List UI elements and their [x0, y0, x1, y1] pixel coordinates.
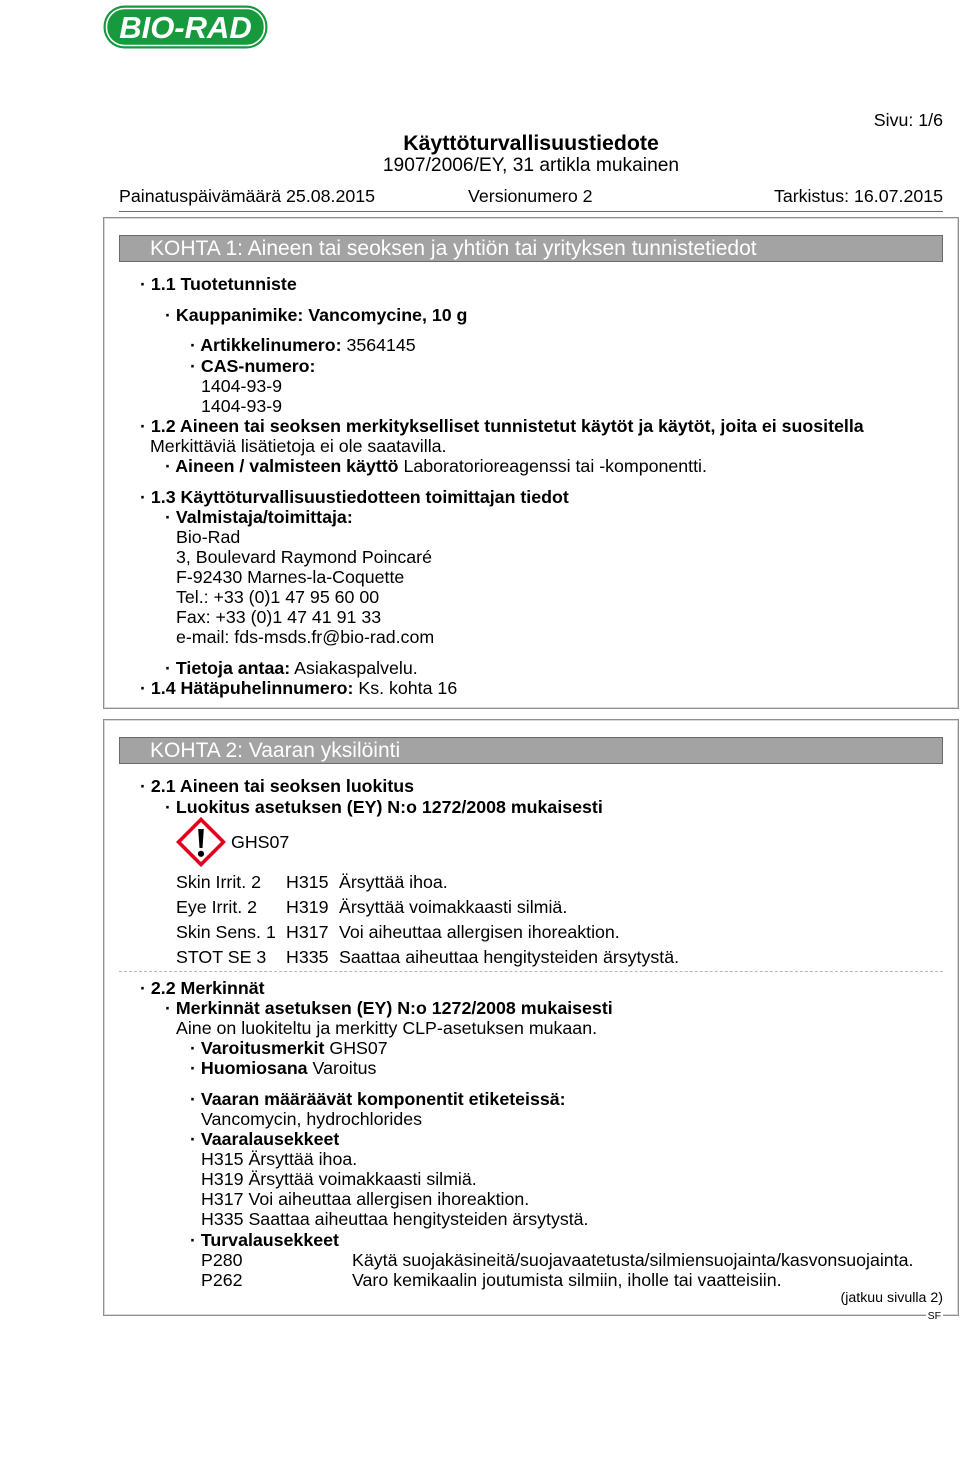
article-number-value: 3564145: [346, 335, 416, 355]
revision-date: Tarkistus: 16.07.2015: [773, 186, 943, 206]
ghs07-exclamation-mark-icon: [176, 817, 226, 867]
page-number: Sivu: 1/6: [873, 110, 943, 130]
classification-title: · 2.1 Aineen tai seoksen luokitus: [140, 776, 415, 796]
supplier-phone: Tel.: +33 (0)1 47 95 60 00: [176, 587, 380, 607]
hazard-category: Skin Sens. 1: [176, 922, 276, 942]
emergency-phone-label: · 1.4 Hätäpuhelinnumero:: [140, 678, 354, 698]
hazard-statements-label: · Vaaralausekkeet: [190, 1129, 340, 1149]
supplier-city: F-92430 Marnes-la-Coquette: [176, 567, 405, 587]
signal-word-value: Varoitus: [312, 1058, 377, 1078]
section-1-heading: KOHTA 1: Aineen tai seoksen ja yhtiön tai yrityksen tunnistetiedot: [119, 235, 943, 262]
label-regulation-title: · Merkinnät asetuksen (EY) N:o 1272/2008 mukaisesti: [165, 998, 613, 1018]
cas-number-value: 1404-93-9: [201, 396, 283, 416]
product-identifier-title: · 1.1 Tuotetunniste: [140, 274, 297, 294]
list-item: H317 Voi aiheuttaa allergisen ihoreaktion.: [201, 1189, 530, 1209]
hazard-components-value: Vancomycin, hydrochlorides: [201, 1109, 423, 1129]
supplier-details-title: · 1.3 Käyttöturvallisuustiedotteen toimittajan tiedot: [140, 487, 569, 507]
pictograms-value: GHS07: [329, 1038, 388, 1058]
document-title: Käyttöturvallisuustiedote: [403, 131, 659, 155]
signal-word-label: · Huomiosana: [190, 1058, 308, 1078]
bio-rad-logo-graphic: [103, 5, 268, 49]
hazard-code: H317: [286, 922, 329, 942]
precautionary-code: P280: [201, 1250, 243, 1270]
trade-name-value: Vancomycine, 10 g: [308, 305, 468, 325]
article-number-line: [190, 335, 416, 355]
supplier-email: e-mail: fds-msds.fr@bio-rad.com: [176, 627, 435, 647]
supplier-fax: Fax: +33 (0)1 47 41 91 33: [176, 607, 382, 627]
document-subtitle: 1907/2006/EY, 31 artikla mukainen: [382, 155, 680, 176]
trade-name-line: [165, 305, 467, 325]
label-note: Aine on luokiteltu ja merkitty CLP-asetuksen mukaan.: [176, 1018, 598, 1038]
hazard-text: Voi aiheuttaa allergisen ihoreaktion.: [339, 922, 620, 942]
hazard-text: Ärsyttää voimakkaasti silmiä.: [339, 897, 568, 917]
precautionary-statements-label: · Turvalausekkeet: [190, 1230, 339, 1250]
dashed-divider: [119, 971, 943, 972]
print-date: Painatuspäivämäärä 25.08.2015: [119, 186, 376, 206]
hazard-category: Skin Irrit. 2: [176, 872, 261, 892]
pictograms-label: · Varoitusmerkit: [190, 1038, 325, 1058]
list-item: H319 Ärsyttää voimakkaasti silmiä.: [201, 1169, 477, 1189]
hazard-category: Eye Irrit. 2: [176, 897, 258, 917]
hazard-code: H315: [286, 872, 329, 892]
product-use-line: [165, 456, 707, 476]
list-item: H335 Saattaa aiheuttaa hengitysteiden ärsytystä.: [201, 1209, 589, 1229]
hazard-code: H335: [286, 947, 329, 967]
pictograms-line: [190, 1038, 388, 1058]
cas-number-value: 1404-93-9: [201, 376, 283, 396]
relevant-uses-title: · 1.2 Aineen tai seoksen merkitykselliset tunnistetut käytöt ja käytöt, joita ei suositella: [140, 416, 864, 436]
precautionary-text: Käytä suojakäsineitä/suojavaatetusta/silmiensuojainta/kasvonsuojainta.: [352, 1250, 914, 1270]
cas-number-label: · CAS-numero:: [190, 356, 316, 376]
precautionary-code: P262: [201, 1270, 243, 1290]
information-contact-label: · Tietoja antaa:: [165, 658, 291, 678]
article-number-label: · Artikkelinumero:: [190, 335, 342, 355]
logo-text: BIO-RAD: [119, 10, 252, 45]
relevant-uses-note: Merkittäviä lisätietoja ei ole saatavilla.: [150, 436, 447, 456]
pictogram-code: GHS07: [231, 832, 290, 852]
language-code: SF: [927, 1310, 941, 1322]
continued-note: (jatkuu sivulla 2): [840, 1290, 943, 1306]
list-item: H315 Ärsyttää ihoa.: [201, 1149, 358, 1169]
product-use-value: Laboratorioreagenssi tai -komponentti.: [403, 456, 707, 476]
hazard-text: Ärsyttää ihoa.: [339, 872, 448, 892]
hazard-components-label: · Vaaran määräävät komponentit etiketeissä:: [190, 1089, 566, 1109]
version-number: Versionumero 2: [468, 186, 593, 206]
product-use-label: · Aineen / valmisteen käyttö: [165, 456, 399, 476]
hazard-text: Saattaa aiheuttaa hengitysteiden ärsytystä.: [339, 947, 680, 967]
information-contact-value: Asiakaspalvelu.: [294, 658, 418, 678]
classification-regulation-title: · Luokitus asetuksen (EY) N:o 1272/2008 mukaisesti: [165, 797, 603, 817]
ghs07-pictogram-graphic: [176, 817, 226, 867]
bio-rad-logo: [103, 5, 268, 49]
trade-name-label: · Kauppanimike:: [165, 305, 304, 325]
supplier-name: Bio-Rad: [176, 527, 241, 547]
signal-word-line: [190, 1058, 376, 1078]
supplier-label: · Valmistaja/toimittaja:: [165, 507, 353, 527]
emergency-phone-line: [140, 678, 457, 698]
label-elements-title: · 2.2 Merkinnät: [140, 978, 265, 998]
information-contact-line: [165, 658, 418, 678]
precautionary-text: Varo kemikaalin joutumista silmiin, iholle tai vaatteisiin.: [352, 1270, 782, 1290]
section-2-heading: KOHTA 2: Vaaran yksilöinti: [119, 737, 943, 764]
supplier-street: 3, Boulevard Raymond Poincaré: [176, 547, 432, 567]
hazard-category: STOT SE 3: [176, 947, 267, 967]
hazard-code: H319: [286, 897, 329, 917]
emergency-phone-value: Ks. kohta 16: [358, 678, 458, 698]
exclamation-dot: [198, 851, 204, 857]
header-divider: [119, 211, 943, 212]
